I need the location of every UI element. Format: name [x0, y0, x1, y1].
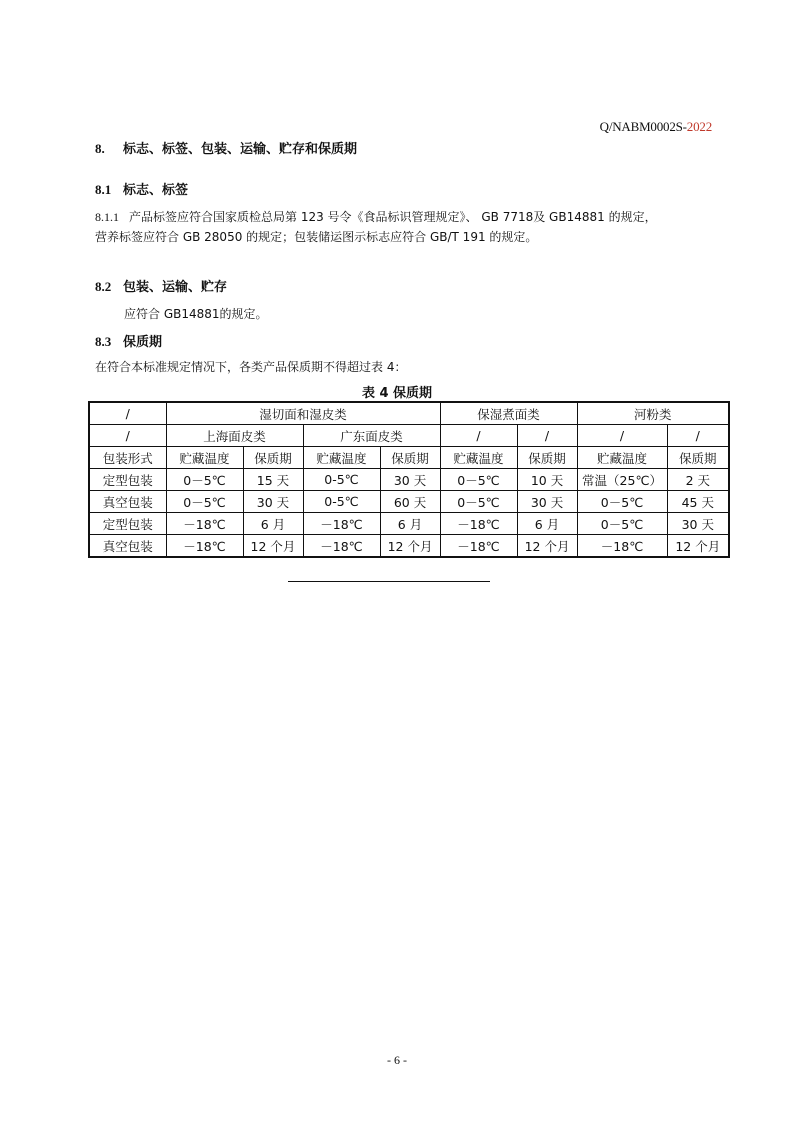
table-cell: 包装形式: [89, 447, 166, 469]
table-cell: 60 天: [380, 491, 440, 513]
section-8-2-title: 包装、运输、贮存: [123, 280, 228, 295]
section-8-2-number: 8.2: [95, 279, 112, 294]
table-row-subcategory: [89, 425, 729, 447]
table-cell: 保质期: [243, 447, 303, 469]
table-cell: 6 月: [517, 513, 577, 535]
section-8-3-text: 在符合本标准规定情况下，各类产品保质期不得超过表 4：: [95, 360, 407, 374]
table-row-category: [89, 402, 729, 425]
table-cell: 定型包装: [89, 513, 166, 535]
table-cell: 0-5℃: [303, 491, 380, 513]
section-8-1-title: 标志、标签: [123, 183, 189, 198]
table-cell: 定型包装: [89, 469, 166, 491]
table-cell: /: [577, 425, 667, 447]
table-cell: 湿切面和湿皮类: [166, 402, 440, 425]
table-cell: 0－5℃: [577, 491, 667, 513]
table-cell: 30 天: [380, 469, 440, 491]
table-cell: 贮藏温度: [303, 447, 380, 469]
table-cell: 上海面皮类: [166, 425, 303, 447]
paragraph-line-1: [95, 207, 720, 227]
table-cell: 12 个月: [517, 535, 577, 558]
table-cell: 12 个月: [243, 535, 303, 558]
page-number: - 6 -: [387, 1053, 407, 1067]
table-cell: 0－5℃: [577, 513, 667, 535]
table-cell: 贮藏温度: [577, 447, 667, 469]
table-row: [89, 513, 729, 535]
table-cell: 10 天: [517, 469, 577, 491]
table-cell: 6 月: [243, 513, 303, 535]
table-cell: －18℃: [303, 513, 380, 535]
table-cell: /: [89, 425, 166, 447]
section-8-1-heading: [95, 179, 188, 198]
section-8-2-heading: [95, 276, 227, 295]
table-cell: 12 个月: [380, 535, 440, 558]
table-cell: －18℃: [577, 535, 667, 558]
table-cell: 2 天: [667, 469, 729, 491]
table-cell: /: [89, 402, 166, 425]
section-8-number: 8.: [95, 141, 105, 156]
table-cell: 0－5℃: [166, 491, 243, 513]
section-8-heading: [95, 138, 357, 157]
section-8-title: 标志、标签、包装、运输、贮存和保质期: [123, 142, 358, 157]
table-cell: 常温（25℃）: [577, 469, 667, 491]
table-cell: 保湿煮面类: [440, 402, 577, 425]
table-cell: －18℃: [440, 535, 517, 558]
section-8-1-number: 8.1: [95, 182, 112, 197]
table-cell: 0-5℃: [303, 469, 380, 491]
table-cell: 45 天: [667, 491, 729, 513]
table-cell: 30 天: [667, 513, 729, 535]
table-row: [89, 469, 729, 491]
section-8-2-text: 应符合 GB14881的规定。: [124, 307, 268, 321]
table-cell: 广东面皮类: [303, 425, 440, 447]
table-cell: /: [517, 425, 577, 447]
shelf-life-table: [88, 401, 730, 558]
table-cell: 15 天: [243, 469, 303, 491]
section-8-3-number: 8.3: [95, 334, 112, 349]
table-row: [89, 491, 729, 513]
table-cell: 30 天: [517, 491, 577, 513]
table-cell: 河粉类: [577, 402, 729, 425]
end-rule: [288, 581, 490, 582]
table-cell: 保质期: [517, 447, 577, 469]
table-cell: 贮藏温度: [166, 447, 243, 469]
document-code: [0, 119, 712, 135]
table-cell: －18℃: [303, 535, 380, 558]
paragraph-line-2: 营养标签应符合 GB 28050 的规定；包装储运图示标志应符合 GB/T 191 的规定。: [95, 230, 538, 244]
table-cell: 真空包装: [89, 535, 166, 558]
document-year: 2022: [686, 119, 712, 134]
section-8-3-title: 保质期: [123, 335, 163, 350]
table-cell: －18℃: [440, 513, 517, 535]
table-cell: /: [667, 425, 729, 447]
table-cell: 6 月: [380, 513, 440, 535]
table-cell: 保质期: [380, 447, 440, 469]
item-number: 8.1.1: [95, 210, 119, 224]
table-cell: 真空包装: [89, 491, 166, 513]
table-row: [89, 535, 729, 558]
table-caption: 表 4 保质期: [361, 386, 433, 401]
table-cell: 0－5℃: [440, 469, 517, 491]
section-8-3-heading: [95, 331, 162, 350]
table-cell: 30 天: [243, 491, 303, 513]
table-cell: /: [440, 425, 517, 447]
table-cell: 0－5℃: [440, 491, 517, 513]
table-cell: 0－5℃: [166, 469, 243, 491]
document-code-prefix: Q/NABM0002S-: [599, 119, 687, 134]
table-cell: 贮藏温度: [440, 447, 517, 469]
line-1-text: 产品标签应符合国家质检总局第 123 号令《食品标识管理规定》、 GB 7718及 GB14881 的规定，: [129, 210, 657, 224]
table-cell: －18℃: [166, 535, 243, 558]
table-cell: －18℃: [166, 513, 243, 535]
section-8-1-1-paragraph: [95, 207, 720, 247]
table-cell: 12 个月: [667, 535, 729, 558]
table-cell: 保质期: [667, 447, 729, 469]
table-row: [89, 447, 729, 469]
